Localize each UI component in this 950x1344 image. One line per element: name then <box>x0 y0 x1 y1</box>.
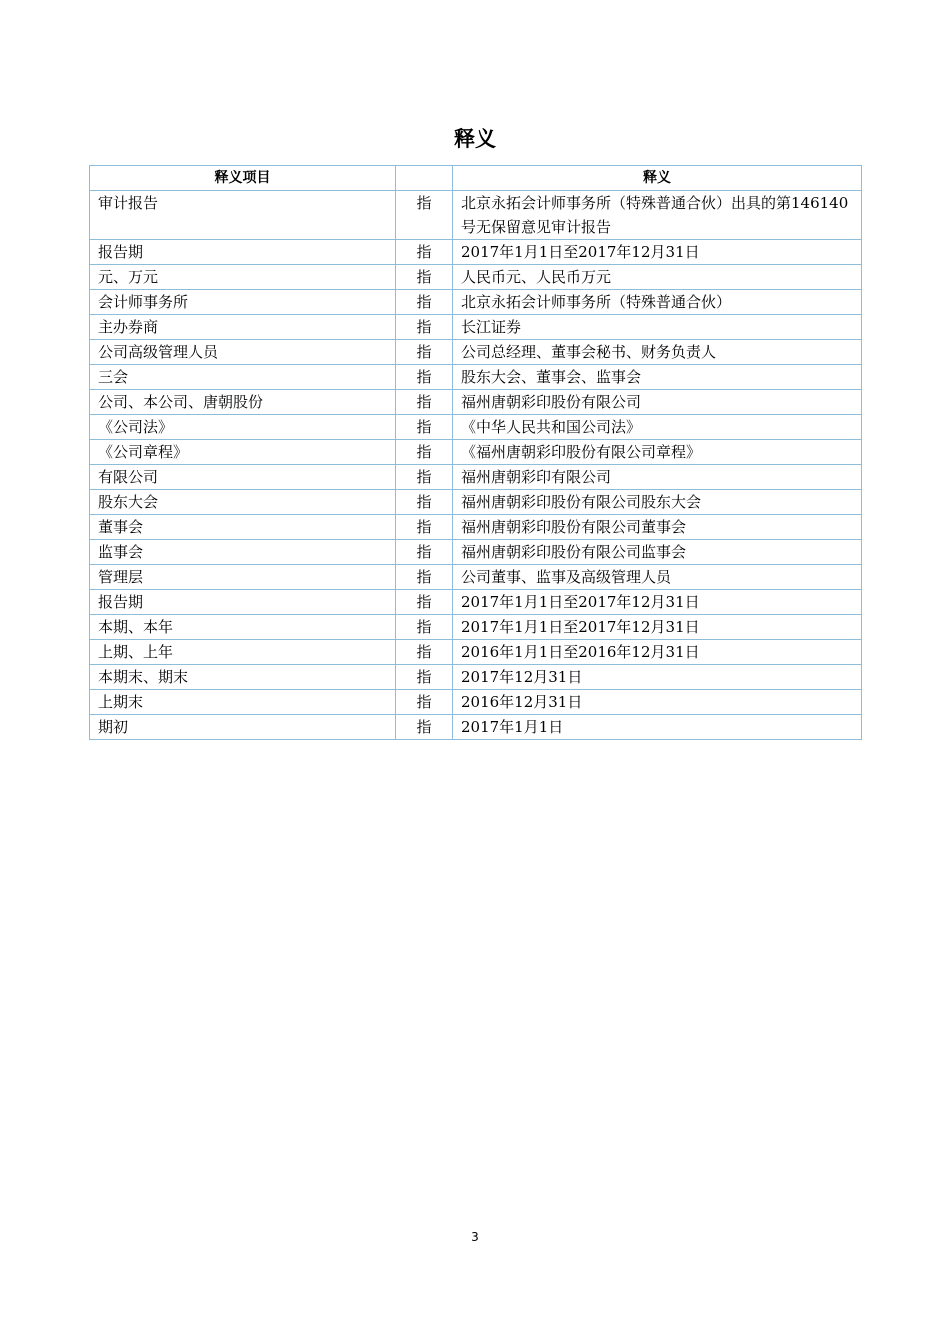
term-cell: 董事会 <box>90 515 396 540</box>
meaning-cell: 《中华人民共和国公司法》 <box>453 415 862 440</box>
meaning-cell: 2017年1月1日至2017年12月31日 <box>453 590 862 615</box>
table-row <box>90 240 862 265</box>
term-cell: 三会 <box>90 365 396 390</box>
table-row <box>90 440 862 465</box>
meaning-cell: 2016年12月31日 <box>453 690 862 715</box>
table-row <box>90 565 862 590</box>
table-row <box>90 290 862 315</box>
table-row <box>90 415 862 440</box>
meaning-cell: 公司董事、监事及高级管理人员 <box>453 565 862 590</box>
table-row <box>90 390 862 415</box>
term-cell: 报告期 <box>90 590 396 615</box>
refers-cell: 指 <box>396 690 453 715</box>
page-title: 释义 <box>454 127 496 151</box>
table-row <box>90 340 862 365</box>
meaning-cell: 人民币元、人民币万元 <box>453 265 862 290</box>
refers-cell: 指 <box>396 715 453 740</box>
refers-cell: 指 <box>396 615 453 640</box>
meaning-cell: 北京永拓会计师事务所（特殊普通合伙） <box>453 290 862 315</box>
term-cell: 管理层 <box>90 565 396 590</box>
term-cell: 审计报告 <box>90 191 396 240</box>
definitions-table <box>89 165 862 740</box>
page-number: 3 <box>471 1230 479 1244</box>
refers-cell: 指 <box>396 640 453 665</box>
refers-cell: 指 <box>396 540 453 565</box>
term-cell: 公司、本公司、唐朝股份 <box>90 390 396 415</box>
refers-cell: 指 <box>396 515 453 540</box>
table-row <box>90 690 862 715</box>
term-cell: 主办券商 <box>90 315 396 340</box>
meaning-cell: 股东大会、董事会、监事会 <box>453 365 862 390</box>
meaning-cell: 2016年1月1日至2016年12月31日 <box>453 640 862 665</box>
term-cell: 股东大会 <box>90 490 396 515</box>
term-cell: 元、万元 <box>90 265 396 290</box>
table-row <box>90 191 862 240</box>
header-refers <box>396 166 453 191</box>
meaning-cell: 福州唐朝彩印有限公司 <box>453 465 862 490</box>
table-row <box>90 540 862 565</box>
table-row <box>90 590 862 615</box>
table-row <box>90 515 862 540</box>
refers-cell: 指 <box>396 665 453 690</box>
table-row <box>90 265 862 290</box>
meaning-cell: 《福州唐朝彩印股份有限公司章程》 <box>453 440 862 465</box>
meaning-cell: 福州唐朝彩印股份有限公司 <box>453 390 862 415</box>
refers-cell: 指 <box>396 191 453 240</box>
refers-cell: 指 <box>396 365 453 390</box>
term-cell: 有限公司 <box>90 465 396 490</box>
term-cell: 《公司章程》 <box>90 440 396 465</box>
table-row <box>90 715 862 740</box>
refers-cell: 指 <box>396 565 453 590</box>
term-cell: 监事会 <box>90 540 396 565</box>
table-header-row <box>90 166 862 191</box>
header-term: 释义项目 <box>90 166 396 191</box>
refers-cell: 指 <box>396 265 453 290</box>
term-cell: 报告期 <box>90 240 396 265</box>
meaning-cell: 2017年1月1日 <box>453 715 862 740</box>
meaning-cell: 福州唐朝彩印股份有限公司股东大会 <box>453 490 862 515</box>
term-cell: 上期末 <box>90 690 396 715</box>
refers-cell: 指 <box>396 590 453 615</box>
header-meaning: 释义 <box>453 166 862 191</box>
refers-cell: 指 <box>396 465 453 490</box>
refers-cell: 指 <box>396 390 453 415</box>
term-cell: 本期末、期末 <box>90 665 396 690</box>
term-cell: 会计师事务所 <box>90 290 396 315</box>
table-row <box>90 640 862 665</box>
refers-cell: 指 <box>396 340 453 365</box>
term-cell: 公司高级管理人员 <box>90 340 396 365</box>
meaning-cell: 北京永拓会计师事务所（特殊普通合伙）出具的第146140号无保留意见审计报告 <box>453 191 862 240</box>
meaning-cell: 2017年1月1日至2017年12月31日 <box>453 240 862 265</box>
meaning-cell: 福州唐朝彩印股份有限公司监事会 <box>453 540 862 565</box>
meaning-cell: 2017年12月31日 <box>453 665 862 690</box>
term-cell: 期初 <box>90 715 396 740</box>
term-cell: 上期、上年 <box>90 640 396 665</box>
meaning-cell: 2017年1月1日至2017年12月31日 <box>453 615 862 640</box>
meaning-cell: 公司总经理、董事会秘书、财务负责人 <box>453 340 862 365</box>
table-row <box>90 315 862 340</box>
table-row <box>90 665 862 690</box>
term-cell: 《公司法》 <box>90 415 396 440</box>
table-row <box>90 490 862 515</box>
table-row <box>90 465 862 490</box>
meaning-cell: 福州唐朝彩印股份有限公司董事会 <box>453 515 862 540</box>
refers-cell: 指 <box>396 415 453 440</box>
refers-cell: 指 <box>396 490 453 515</box>
term-cell: 本期、本年 <box>90 615 396 640</box>
refers-cell: 指 <box>396 240 453 265</box>
refers-cell: 指 <box>396 440 453 465</box>
refers-cell: 指 <box>396 315 453 340</box>
refers-cell: 指 <box>396 290 453 315</box>
table-row <box>90 615 862 640</box>
meaning-cell: 长江证券 <box>453 315 862 340</box>
table-row <box>90 365 862 390</box>
